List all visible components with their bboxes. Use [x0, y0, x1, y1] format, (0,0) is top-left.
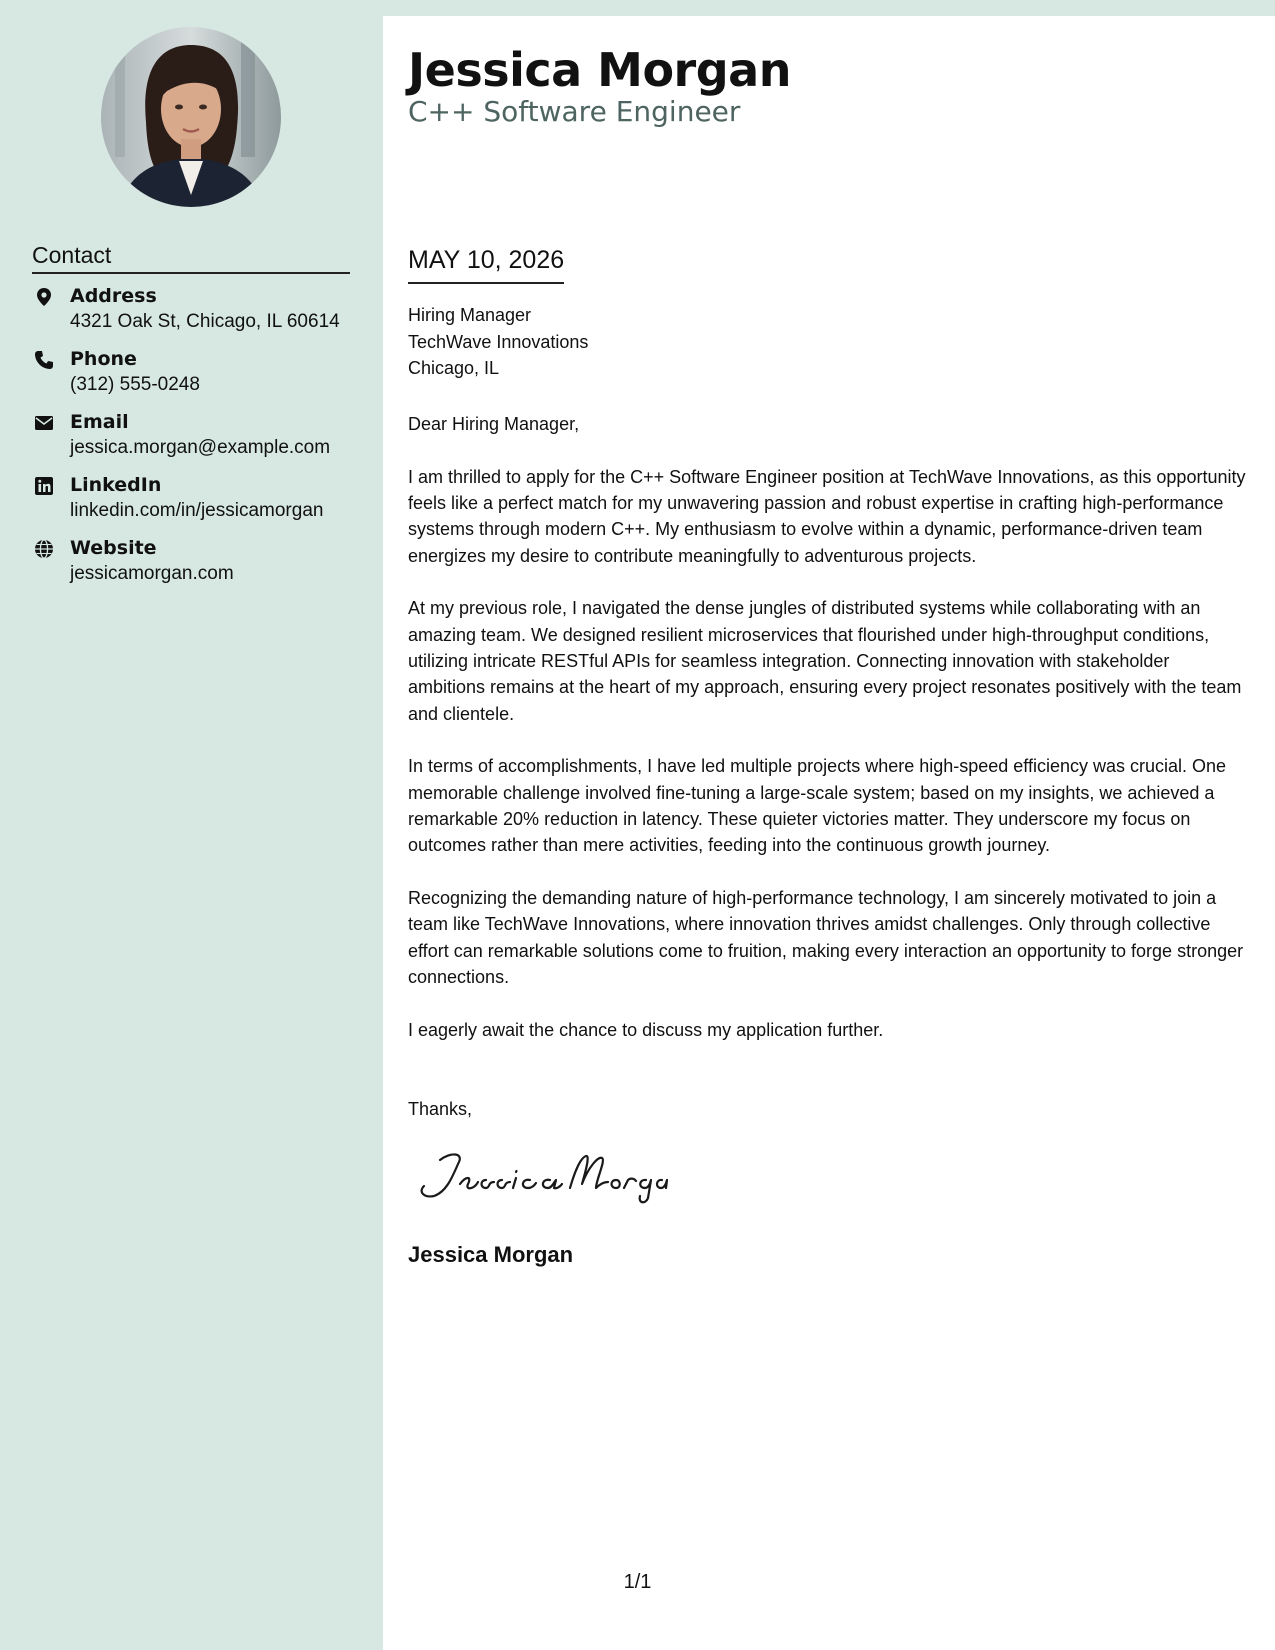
letter-paragraph: I am thrilled to apply for the C++ Software Engineer position at TechWave Innovations, as this opportunity feels like a perfect match for my unwavering passion and robust expertise in crafting high-performance systems through modern C++. My enthusiasm to evolve within a dynamic, performance-driven team energizes my desire to contribute meaningfully to adventurous projects. — [408, 466, 1246, 566]
recipient-line: TechWave Innovations — [408, 331, 589, 352]
closing: Thanks, — [408, 1099, 473, 1119]
contact-list — [32, 284, 372, 599]
job-title: C++ Software Engineer — [408, 95, 741, 128]
handwritten-signature — [410, 1140, 670, 1210]
page-number: 1/1 — [623, 1571, 652, 1593]
website-value[interactable]: jessicamorgan.com — [70, 563, 234, 584]
email-label: Email — [70, 411, 129, 433]
signer-name: Jessica Morgan — [408, 1242, 574, 1267]
address-label: Address — [70, 285, 157, 307]
letter-paragraph: Recognizing the demanding nature of high-performance technology, I am sincerely motivated to join a team like TechWave Innovations, where innovation thrives amidst challenges. Only through collective effort can remarkable solutions come to fruition, making every interaction an opportunity to forge stronger connections. — [408, 888, 1244, 988]
phone-icon — [34, 350, 54, 370]
envelope-icon — [34, 413, 54, 433]
linkedin-value[interactable]: linkedin.com/in/jessicamorgan — [70, 500, 324, 521]
globe-icon — [34, 539, 54, 559]
contact-item-website — [32, 536, 372, 599]
phone-value: (312) 555-0248 — [70, 374, 200, 395]
location-pin-icon — [34, 287, 54, 307]
contact-heading: Contact — [32, 240, 350, 274]
contact-item-linkedin — [32, 473, 372, 536]
contact-item-email — [32, 410, 372, 473]
salutation: Dear Hiring Manager, — [408, 414, 580, 434]
letter-paragraph: I eagerly await the chance to discuss my application further. — [408, 1019, 884, 1040]
recipient-line: Hiring Manager — [408, 305, 532, 325]
address-value: 4321 Oak St, Chicago, IL 60614 — [70, 311, 340, 332]
letter-paragraph: At my previous role, I navigated the dense jungles of distributed systems while collaborating with an amazing team. We designed resilient microservices that flourished under high-throughput conditions, utilizing intricate RESTful APIs for seamless integration. Connecting innovation with stakeholder ambitions remains at the heart of my approach, ensuring every project resonates positively with the team and clientele. — [408, 598, 1242, 724]
letter-body — [408, 411, 1248, 1070]
contact-item-phone — [32, 347, 372, 410]
profile-photo — [101, 27, 281, 207]
contact-item-address — [32, 284, 372, 347]
linkedin-label: LinkedIn — [70, 474, 162, 496]
linkedin-icon — [34, 476, 54, 496]
website-label: Website — [70, 537, 157, 559]
phone-label: Phone — [70, 348, 137, 370]
recipient-line: Chicago, IL — [408, 358, 500, 378]
letter-date: MAY 10, 2026 — [408, 244, 564, 284]
email-value[interactable]: jessica.morgan@example.com — [70, 437, 331, 458]
letter-paragraph: In terms of accomplishments, I have led multiple projects where high-speed efficiency was crucial. One memorable challenge involved fine-tuning a large-scale system; based on my insights, we achieved a remarkable 20% reduction in latency. These quieter victories matter. They underscore my focus on outcomes rather than mere activities, feeding into the continuous growth journey. — [408, 756, 1227, 856]
recipient-block — [408, 302, 588, 382]
applicant-name: Jessica Morgan — [408, 43, 791, 97]
top-accent-strip — [383, 0, 1275, 16]
